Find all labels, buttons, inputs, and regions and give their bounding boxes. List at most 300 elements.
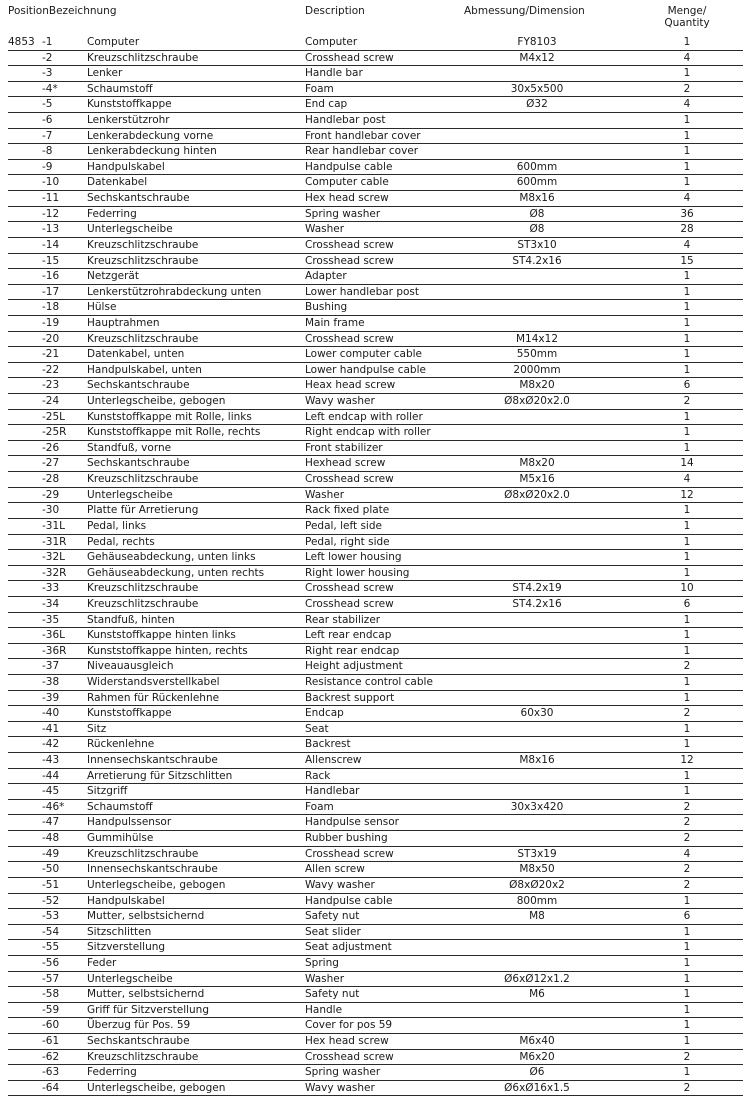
dimension-cell: 800mm [516, 894, 558, 907]
english-description-cell: Rubber bushing [305, 832, 388, 845]
group-number-cell [8, 1065, 42, 1081]
dimension-cell: M8x50 [519, 863, 555, 876]
german-name-cell: Sechskantschraube [87, 1035, 190, 1047]
table-row [8, 613, 743, 629]
english-description-cell: Crosshead screw [305, 51, 394, 64]
quantity-cell: 4 [683, 51, 691, 64]
group-number-cell [8, 316, 42, 332]
german-name-cell: Lenkerstützrohr [87, 114, 170, 127]
table-row [8, 691, 743, 707]
group-number-cell [8, 550, 42, 566]
dimension-cell [463, 519, 611, 535]
group-number-cell [8, 628, 42, 644]
table-row [8, 269, 743, 285]
group-number-cell [8, 581, 42, 597]
dimension-cell: M8x20 [519, 379, 555, 392]
position-cell: -56 [42, 956, 60, 969]
english-description-cell: Handle bar [305, 67, 363, 80]
dimension-cell [463, 285, 611, 301]
dimension-cell [463, 691, 611, 707]
group-number-cell [8, 815, 42, 831]
dimension-cell: Ø8xØ20x2.0 [504, 395, 570, 408]
table-row [8, 894, 743, 910]
dimension-cell [463, 940, 611, 956]
group-number-cell [8, 675, 42, 691]
group-number-cell [8, 410, 42, 426]
german-name-cell: Unterlegscheibe, gebogen [87, 878, 226, 891]
english-description-cell: Bushing [305, 301, 348, 314]
table-row [8, 800, 743, 816]
table-row [8, 581, 743, 597]
english-description-cell: Hex head screw [305, 192, 389, 205]
quantity-cell: 12 [680, 754, 694, 767]
english-description-cell: Crosshead screw [305, 254, 394, 267]
quantity-cell: 4 [683, 98, 691, 111]
dimension-cell: FY8103 [517, 36, 557, 48]
group-number-cell [8, 207, 42, 223]
group-number-cell [8, 300, 42, 316]
group-number-cell [8, 425, 42, 441]
header-quantity [656, 5, 718, 29]
position-cell: -25L [42, 410, 65, 423]
quantity-cell: 1 [683, 769, 691, 782]
table-row [8, 815, 743, 831]
quantity-cell: 36 [680, 207, 694, 220]
table-row [8, 1018, 743, 1034]
german-name-cell: Unterlegscheibe [87, 223, 173, 236]
position-cell: -36R [42, 644, 67, 657]
group-number-cell [8, 535, 42, 551]
german-name-cell: Standfuß, hinten [87, 613, 175, 626]
group-number-cell [8, 285, 42, 301]
quantity-cell: 10 [680, 582, 694, 595]
dimension-cell [463, 956, 611, 972]
german-name-cell: Mutter, selbstsichernd [87, 910, 205, 923]
dimension-cell: M5x16 [519, 473, 555, 486]
group-number-cell [8, 972, 42, 988]
quantity-cell: 1 [683, 988, 691, 1001]
table-row [8, 519, 743, 535]
position-cell: -57 [42, 972, 60, 985]
group-number-cell [8, 394, 42, 410]
german-name-cell: Hauptrahmen [87, 316, 160, 329]
position-cell: -26 [42, 441, 60, 454]
table-row [8, 410, 743, 426]
dimension-cell [463, 144, 611, 160]
german-name-cell: Handpulskabel [87, 894, 165, 907]
dimension-cell [463, 410, 611, 426]
german-name-cell: Kreuzschlitzschraube [87, 238, 199, 251]
group-number-cell [8, 831, 42, 847]
group-number-cell [8, 175, 42, 191]
english-description-cell: Resistance control cable [305, 675, 433, 688]
table-row [8, 628, 743, 644]
table-row [8, 862, 743, 878]
dimension-cell: M6x40 [519, 1035, 555, 1047]
position-cell: -42 [42, 738, 60, 751]
group-number-cell [8, 144, 42, 160]
german-name-cell: Sechskantschraube [87, 379, 190, 392]
dimension-cell [463, 613, 611, 629]
table-row [8, 97, 743, 113]
german-name-cell: Lenkerstützrohrabdeckung unten [87, 285, 262, 298]
group-number-cell [8, 909, 42, 925]
german-name-cell: Federring [87, 1066, 137, 1079]
position-cell: -59 [42, 1003, 60, 1016]
table-row [8, 1050, 743, 1066]
german-name-cell: Handpulskabel, unten [87, 363, 202, 376]
english-description-cell: Lower handpulse cable [305, 363, 426, 376]
dimension-cell [463, 425, 611, 441]
table-row [8, 909, 743, 925]
table-row [8, 113, 743, 129]
table-row [8, 488, 743, 504]
english-description-cell: Adapter [305, 270, 347, 283]
position-cell: -7 [42, 129, 53, 142]
position-cell: -27 [42, 457, 60, 470]
position-cell: -13 [42, 223, 60, 236]
quantity-cell: 1 [683, 504, 691, 517]
german-name-cell: Platte für Arretierung [87, 504, 199, 517]
group-number-cell [8, 66, 42, 82]
position-cell: -24 [42, 395, 60, 408]
table-row [8, 597, 743, 613]
english-description-cell: Safety nut [305, 910, 360, 923]
parts-table [8, 35, 743, 1096]
table-row [8, 332, 743, 348]
quantity-cell: 1 [683, 1019, 691, 1032]
dimension-cell [463, 815, 611, 831]
english-description-cell: Washer [305, 223, 345, 236]
header-description: Description [305, 5, 365, 17]
german-name-cell: Kreuzschlitzschraube [87, 597, 199, 610]
english-description-cell: Handle [305, 1003, 343, 1016]
position-cell: -49 [42, 847, 60, 860]
table-row [8, 191, 743, 207]
group-number-cell [8, 847, 42, 863]
position-cell: -60 [42, 1019, 60, 1032]
english-description-cell: Washer [305, 488, 345, 501]
german-name-cell: Sitz [87, 722, 107, 735]
group-number-cell [8, 519, 42, 535]
quantity-cell: 2 [683, 1081, 691, 1094]
table-row [8, 425, 743, 441]
position-cell: -17 [42, 285, 60, 298]
table-row [8, 847, 743, 863]
table-row [8, 441, 743, 457]
quantity-cell: 1 [683, 301, 691, 314]
table-row [8, 51, 743, 67]
german-name-cell: Kunststoffkappe hinten, rechts [87, 644, 248, 657]
english-description-cell: Allenscrew [305, 754, 362, 767]
quantity-cell: 1 [683, 644, 691, 657]
position-cell: -44 [42, 769, 60, 782]
position-cell: -37 [42, 660, 60, 673]
english-description-cell: Handpulse cable [305, 160, 393, 173]
group-number-cell [8, 722, 42, 738]
german-name-cell: Computer [87, 36, 140, 48]
dimension-cell [463, 784, 611, 800]
position-cell: -53 [42, 910, 60, 923]
quantity-cell: 1 [683, 925, 691, 938]
position-cell: -52 [42, 894, 60, 907]
quantity-cell: 1 [683, 410, 691, 423]
group-number-cell [8, 97, 42, 113]
dimension-cell: 600mm [516, 160, 558, 173]
group-number-cell [8, 456, 42, 472]
position-cell: -3 [42, 67, 53, 80]
header-position-bezeichnung: PositionBezeichnung [8, 5, 117, 17]
german-name-cell: Sitzschlitten [87, 925, 152, 938]
dimension-cell: Ø6xØ12x1.2 [504, 972, 570, 985]
english-description-cell: Crosshead screw [305, 473, 394, 486]
english-description-cell: Seat adjustment [305, 941, 392, 954]
quantity-cell: 1 [683, 722, 691, 735]
dimension-cell [463, 722, 611, 738]
german-name-cell: Kreuzschlitzschraube [87, 51, 199, 64]
german-name-cell: Widerstandsverstellkabel [87, 675, 220, 688]
german-name-cell: Rückenlehne [87, 738, 155, 751]
quantity-cell: 1 [683, 738, 691, 751]
position-cell: -35 [42, 613, 60, 626]
quantity-cell: 1 [683, 426, 691, 439]
english-description-cell: Wavy washer [305, 878, 375, 891]
position-cell: -30 [42, 504, 60, 517]
english-description-cell: Crosshead screw [305, 847, 394, 860]
dimension-cell [463, 925, 611, 941]
german-name-cell: Standfuß, vorne [87, 441, 172, 454]
quantity-cell: 15 [680, 254, 694, 267]
position-cell: -45 [42, 785, 60, 798]
table-row [8, 394, 743, 410]
position-cell: -40 [42, 707, 60, 720]
quantity-cell: 2 [683, 707, 691, 720]
position-cell: -39 [42, 691, 60, 704]
dimension-cell [463, 550, 611, 566]
german-name-cell: Kreuzschlitzschraube [87, 847, 199, 860]
english-description-cell: Right lower housing [305, 566, 410, 579]
english-description-cell: Left endcap with roller [305, 410, 423, 423]
header-quantity-de: Menge/ [667, 5, 707, 17]
dimension-cell: Ø8xØ20x2 [509, 878, 565, 891]
english-description-cell: Rack [305, 769, 331, 782]
quantity-cell: 1 [683, 67, 691, 80]
german-name-cell: Mutter, selbstsichernd [87, 988, 205, 1001]
german-name-cell: Lenkerabdeckung vorne [87, 129, 214, 142]
english-description-cell: Crosshead screw [305, 582, 394, 595]
group-number-cell [8, 706, 42, 722]
quantity-cell: 1 [683, 956, 691, 969]
german-name-cell: Überzug für Pos. 59 [87, 1019, 191, 1032]
german-name-cell: Federring [87, 207, 137, 220]
position-cell: -48 [42, 832, 60, 845]
english-description-cell: Handpulse sensor [305, 816, 399, 829]
quantity-cell: 2 [683, 82, 691, 95]
group-number-cell [8, 862, 42, 878]
quantity-cell: 1 [683, 285, 691, 298]
german-name-cell: Lenker [87, 67, 123, 80]
group-number-cell [8, 753, 42, 769]
position-cell: -43 [42, 754, 60, 767]
quantity-cell: 4 [683, 192, 691, 205]
english-description-cell: Crosshead screw [305, 1050, 394, 1063]
english-description-cell: Right endcap with roller [305, 426, 431, 439]
german-name-cell: Sitzverstellung [87, 941, 166, 954]
quantity-cell: 1 [683, 441, 691, 454]
position-cell: -32L [42, 551, 65, 564]
german-name-cell: Unterlegscheibe, gebogen [87, 1081, 226, 1094]
quantity-cell: 6 [683, 597, 691, 610]
german-name-cell: Hülse [87, 301, 117, 314]
german-name-cell: Innensechskantschraube [87, 863, 218, 876]
group-number-cell [8, 82, 42, 98]
dimension-cell: M8 [529, 910, 545, 923]
group-number-cell [8, 441, 42, 457]
dimension-cell [463, 535, 611, 551]
table-row [8, 675, 743, 691]
quantity-cell: 1 [683, 316, 691, 329]
group-number-cell [8, 347, 42, 363]
group-number-cell [8, 363, 42, 379]
group-number-cell [8, 254, 42, 270]
german-name-cell: Schaumstoff [87, 800, 153, 813]
position-cell: -1 [42, 36, 53, 48]
quantity-cell: 2 [683, 800, 691, 813]
german-name-cell: Gehäuseabdeckung, unten rechts [87, 566, 265, 579]
dimension-cell: Ø6 [529, 1066, 545, 1079]
english-description-cell: Left rear endcap [305, 629, 392, 642]
position-cell: -5 [42, 98, 53, 111]
table-row [8, 659, 743, 675]
quantity-cell: 1 [683, 535, 691, 548]
dimension-cell [463, 831, 611, 847]
german-name-cell: Kreuzschlitzschraube [87, 473, 199, 486]
english-description-cell: Hexhead screw [305, 457, 386, 470]
position-cell: -64 [42, 1081, 60, 1094]
group-number-cell [8, 613, 42, 629]
english-description-cell: Spring [305, 956, 339, 969]
header-dimension: Abmessung/Dimension [464, 5, 585, 17]
quantity-cell: 2 [683, 395, 691, 408]
dimension-cell: 30x3x420 [510, 800, 564, 813]
english-description-cell: Computer cable [305, 176, 389, 189]
table-row [8, 550, 743, 566]
dimension-cell [463, 316, 611, 332]
position-cell: -54 [42, 925, 60, 938]
english-description-cell: Handpulse cable [305, 894, 393, 907]
german-name-cell: Datenkabel [87, 176, 148, 189]
table-row [8, 1003, 743, 1019]
english-description-cell: Cover for pos 59 [305, 1019, 393, 1032]
table-row [8, 644, 743, 660]
dimension-cell: ST4.2x16 [512, 597, 562, 610]
position-cell: -46* [42, 800, 65, 813]
dimension-cell [463, 300, 611, 316]
german-name-cell: Sechskantschraube [87, 192, 190, 205]
english-description-cell: Front handlebar cover [305, 129, 421, 142]
dimension-cell: 600mm [516, 176, 558, 189]
german-name-cell: Datenkabel, unten [87, 348, 185, 361]
english-description-cell: Spring washer [305, 207, 381, 220]
english-description-cell: Safety nut [305, 988, 360, 1001]
table-row [8, 753, 743, 769]
position-cell: -58 [42, 988, 60, 1001]
position-cell: -55 [42, 941, 60, 954]
quantity-cell: 14 [680, 457, 694, 470]
quantity-cell: 1 [683, 551, 691, 564]
position-cell: -31L [42, 519, 65, 532]
dimension-cell: Ø6xØ16x1.5 [504, 1081, 570, 1094]
english-description-cell: End cap [305, 98, 348, 111]
english-description-cell: Crosshead screw [305, 597, 394, 610]
table-row [8, 566, 743, 582]
english-description-cell: Spring washer [305, 1066, 381, 1079]
position-cell: -63 [42, 1066, 60, 1079]
dimension-cell [463, 675, 611, 691]
group-number-cell [8, 472, 42, 488]
position-cell: -51 [42, 878, 60, 891]
german-name-cell: Feder [87, 956, 117, 969]
position-cell: -9 [42, 160, 53, 173]
german-name-cell: Rahmen für Rückenlehne [87, 691, 220, 704]
table-header [0, 0, 751, 34]
group-number-cell [8, 800, 42, 816]
table-row [8, 316, 743, 332]
group-number-cell [8, 597, 42, 613]
english-description-cell: Lower computer cable [305, 348, 423, 361]
table-row [8, 300, 743, 316]
dimension-cell: ST3x19 [517, 847, 557, 860]
position-cell: -32R [42, 566, 67, 579]
quantity-cell: 1 [683, 270, 691, 283]
position-cell: -29 [42, 488, 60, 501]
table-row [8, 972, 743, 988]
german-name-cell: Kunststoffkappe mit Rolle, links [87, 410, 252, 423]
dimension-cell [463, 1018, 611, 1034]
german-name-cell: Niveauausgleich [87, 660, 174, 673]
dimension-cell: ST3x10 [517, 238, 557, 251]
position-cell: -61 [42, 1035, 60, 1047]
table-row [8, 285, 743, 301]
table-row [8, 129, 743, 145]
quantity-cell: 1 [683, 363, 691, 376]
position-cell: -4* [42, 82, 58, 95]
dimension-cell [463, 66, 611, 82]
dimension-cell: M8x16 [519, 754, 555, 767]
table-row [8, 363, 743, 379]
dimension-cell: 550mm [516, 348, 558, 361]
table-row [8, 925, 743, 941]
german-name-cell: Unterlegscheibe, gebogen [87, 395, 226, 408]
position-cell: -25R [42, 426, 67, 439]
table-row [8, 784, 743, 800]
german-name-cell: Kreuzschlitzschraube [87, 254, 199, 267]
position-cell: -41 [42, 722, 60, 735]
position-cell: -16 [42, 270, 60, 283]
group-number-cell: 4853 [8, 36, 35, 48]
quantity-cell: 1 [683, 785, 691, 798]
english-description-cell: Backrest [305, 738, 351, 751]
position-cell: -33 [42, 582, 60, 595]
table-row [8, 378, 743, 394]
english-description-cell: Pedal, right side [305, 535, 390, 548]
group-number-cell [8, 987, 42, 1003]
german-name-cell: Schaumstoff [87, 82, 153, 95]
quantity-cell: 2 [683, 660, 691, 673]
table-row [8, 66, 743, 82]
position-cell: -47 [42, 816, 60, 829]
position-cell: -38 [42, 675, 60, 688]
